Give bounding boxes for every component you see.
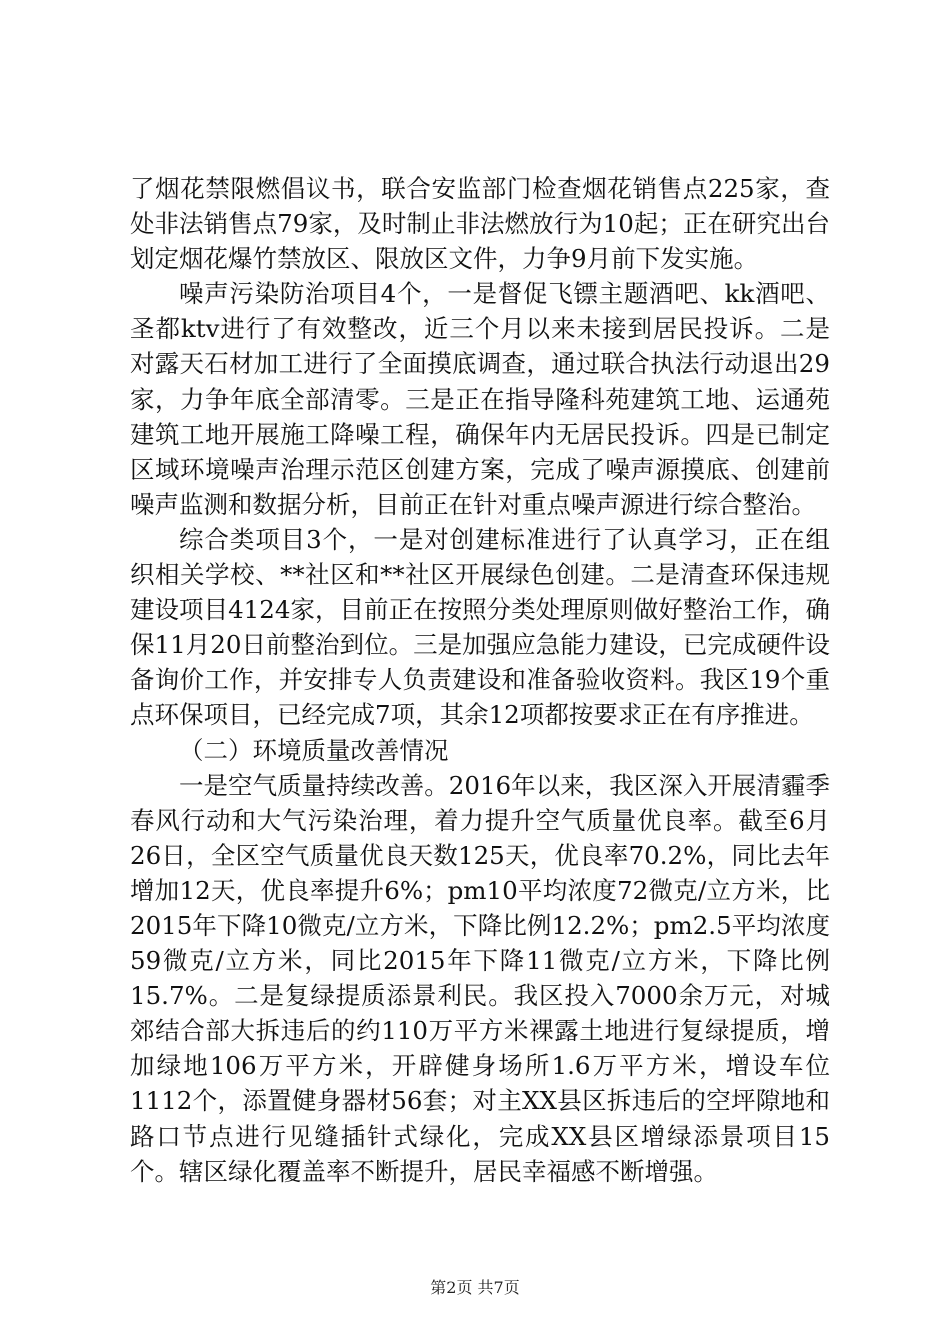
section-heading-environment-quality: （二）环境质量改善情况 (179, 735, 449, 765)
page-footer: 第2页 共7页 (430, 1278, 520, 1297)
paragraph-air-quality: 一是空气质量持续改善。2016年以来，我区深入开展清霾季春风行动和大气污染治理，着力提升空气质量优良率。截至6月26日，全区空气质量优良天数125天，优良率70.2%，同比去年增加12天，优良率提升6%；pm10平均浓度72微克/立方米，比2015年下降10微克/立方米，下降比例12.2%；pm2.5平均浓度59微克/立方米，同比2015年下降11微克/立方米，下降比例15.7%。二是复绿提质添景利民。我区投入7000余万元，对城郊结合部大拆违后的约110万平方米裸露土地进行复绿提质，增加绿地106万平方米，开辟健身场所1.6万平方米，增设车位1112个，添置健身器材56套；对主XX县区拆违后的空坪隙地和路口节点进行见缝插针式绿化，完成XX县区增绿添景项目15个。辖区绿化覆盖率不断提升，居民幸福感不断增强。 (130, 770, 830, 1186)
paragraph-comprehensive-projects: 综合类项目3个，一是对创建标准进行了认真学习，正在组织相关学校、**社区和**社区开展绿色创建。二是清查环保违规建设项目4124家，目前正在按照分类处理原则做好整治工作，确保11月20日前整治到位。三是加强应急能力建设，已完成硬件设备询价工作，并安排专人负责建设和准备验收资料。我区19个重点环保项目，已经完成7项，其余12项都按要求正在有序推进。 (130, 524, 830, 730)
paragraph-noise-pollution: 噪声污染防治项目4个，一是督促飞镖主题酒吧、kk酒吧、圣都ktv进行了有效整改，近三个月以来未接到居民投诉。二是对露天石材加工进行了全面摸底调查，通过联合执法行动退出29家，力争年底全部清零。三是正在指导隆科苑建筑工地、运通苑建筑工地开展施工降噪工程，确保年内无居民投诉。四是已制定区域环境噪声治理示范区创建方案，完成了噪声源摸底、创建前噪声监测和数据分析，目前正在针对重点噪声源进行综合整治。 (130, 279, 830, 519)
paragraph-fireworks-continued: 了烟花禁限燃倡议书，联合安监部门检查烟花销售点225家，查处非法销售点79家，及时制止非法燃放行为10起；正在研究出台划定烟花爆竹禁放区、限放区文件，力争9月前下发实施。 (130, 174, 830, 274)
document-body (130, 171, 830, 1189)
